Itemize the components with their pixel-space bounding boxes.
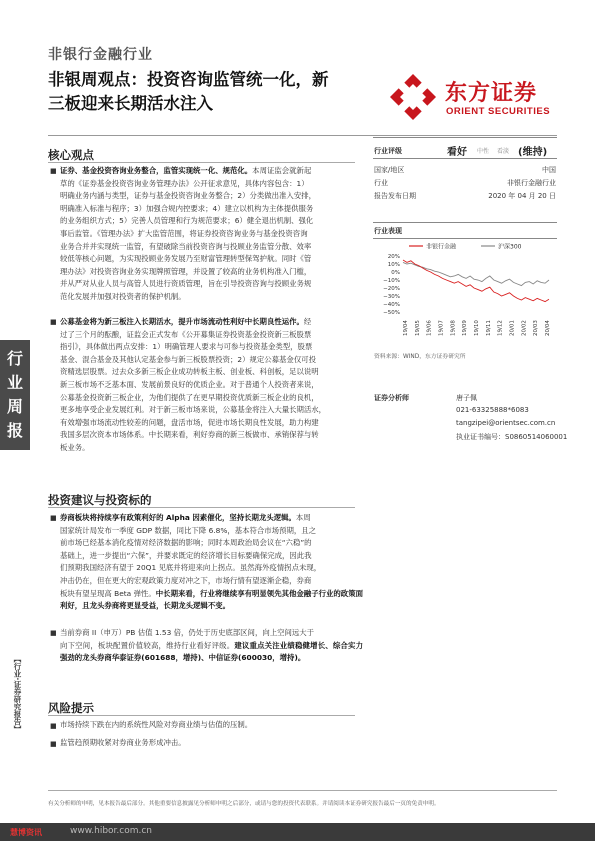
row-date-key: 报告发布日期 [374, 192, 416, 200]
legend-label: 非银行金融 [426, 243, 457, 251]
report-title [48, 68, 368, 116]
core-view-heading: 核心观点 [48, 148, 94, 162]
legend-label: 沪深300 [498, 243, 522, 251]
analyst-email[interactable]: tangzipei@orientsec.com.cn [456, 419, 556, 427]
series-line [403, 260, 549, 302]
vertical-report-label: 【行业·证券研究报告】 [13, 655, 22, 733]
bullet-icon: ■ [50, 629, 57, 637]
y-tick-label: −30% [383, 294, 400, 300]
y-tick-label: −40% [383, 302, 400, 308]
y-tick-label: 20% [387, 254, 400, 260]
investment-paragraph-2: 当前券商 II（申万）PB 估值 1.53 倍，仍处于历史底部区间，向上空间远大于 向下空间，板块配置价值较高，维持行业看好评级。建议重点关注业绩稳健增长、综合实力强劲的龙头券商华泰证券(601688，增持)、中信证券(600030，增持)。 [60, 628, 363, 663]
rating-value: 看好 [447, 147, 467, 158]
analyst-phone: 021-63325888*6083 [456, 406, 529, 414]
investment-paragraph-1: 券商板块将持续享有政策利好的 Alpha 因素催化，坚持长期龙头逻辑。本周 国家统计局发布一季度 GDP 数据，同比下降 6.8%，基本符合市场预期，且之 前市场已经基本消化疫情对经济数据的影响；同时本周政治局会议在“六稳”的 基础上，进一步提出“六保”，并要求既定的经济增长目标要确保完成，因此我 们预期我国经济有望于 20Q1 见底并将迎来向上拐点。虽然海外疫情拐点未现， 冲击仍在，但在更大的宏观政策力度对冲之下，市场行情有望逐渐企稳，券商 板块有望呈现高 Beta 弹性。中长期来看，行业将继续享有明显领先其他金融子行业的政策面利好，且龙头券商将更显受益，长期龙头逻辑不变。 [60, 513, 363, 611]
x-tick-label: 19/12 [497, 320, 504, 336]
x-tick-label: 20/01 [509, 320, 516, 336]
x-tick-label: 19/09 [462, 320, 469, 336]
rating-negative: 看淡 [497, 148, 510, 155]
x-tick-label: 20/04 [545, 320, 551, 336]
logo-english: ORIENT SECURITIES [446, 106, 551, 117]
risk-heading: 风险提示 [48, 701, 94, 715]
x-tick-label: 19/08 [450, 320, 457, 336]
performance-chart [373, 240, 557, 338]
rating-mid-rule [373, 158, 557, 159]
y-tick-label: 0% [391, 270, 400, 276]
core-view-divider [48, 162, 355, 163]
footer-rule [48, 790, 557, 791]
analyst-cert: 执业证书编号：S0860514060001 [456, 433, 568, 441]
core-paragraph-1: 证券、基金投资咨询业务整合，监管实现统一化、规范化。本周证监会就新起 草的《证券基金投资咨询业务管理办法》公开征求意见，具体内容包含：1） 明确业务内涵与类型，证券与基金投资咨询业务整合；2）分类做出准入安排， 明确准入标准与程序；3）加强合规内控要求；4）建立以机构为主体提供服务 的业务组织方式；5）完善人员管理和行为规范要求；6）健全退出机制、强化 事后监管。《管理办法》扩大监管范围，将证券投资咨询业务与基金投资咨询 业务合并并实现统一监管，有望破除当前投资咨询与投顾业务监管分散、效率 较低等核心问题，为实现投顾业务发展乃至财富管理转型保驾护航。同时《管 理办法》对投资咨询业务实现牌照管理，并设置了较高的业务机构准入门槛， 并从严对从业人员与高管人员进行资质管理，旨在引导投资咨询与投顾业务规 范化发展并加强对投资者的保护机制。 [60, 166, 316, 301]
title-line-2: 三板迎来长期活水注入 [48, 94, 213, 113]
logo-chinese: 东方证券 [445, 81, 538, 106]
report-sector: 非银行金融行业 [48, 47, 153, 63]
title-line-1: 非银周观点：投资咨询监管统一化，新 [48, 70, 329, 89]
row-industry-value: 非银行金融行业 [507, 179, 556, 187]
row-region-value: 中国 [542, 166, 556, 174]
x-tick-label: 20/03 [533, 320, 540, 336]
footer-url[interactable]: www.hibor.com.cn [70, 826, 153, 836]
x-tick-label: 19/06 [426, 320, 433, 336]
row-region-key: 国家/地区 [374, 166, 405, 174]
rating-neutral: 中性 [477, 148, 490, 155]
footer-watermark-tag: 慧博资讯 [10, 828, 42, 837]
y-tick-label: −50% [383, 310, 400, 316]
analyst-name: 唐子佩 [456, 394, 477, 402]
investment-divider [48, 507, 355, 508]
x-tick-label: 19/11 [485, 320, 492, 336]
bullet-icon: ■ [50, 722, 57, 730]
report-type-label: 行 业 周 报 [6, 349, 23, 440]
bullet-icon: ■ [50, 514, 57, 522]
risk-item-2: 监管趋预期收紧对券商业务形成冲击。 [60, 738, 186, 747]
risk-divider [48, 715, 355, 716]
y-tick-label: −10% [383, 278, 400, 284]
series-line [403, 262, 549, 285]
bullet-icon: ■ [50, 167, 57, 175]
y-tick-label: 10% [387, 262, 400, 268]
rating-label: 行业评级 [374, 147, 402, 155]
core-p1-lead: 证券、基金投资咨询业务整合，监管实现统一化、规范化。 [60, 166, 253, 175]
x-tick-label: 19/10 [474, 320, 480, 336]
x-tick-label: 19/07 [438, 320, 445, 336]
company-logo-icon [388, 72, 438, 122]
bullet-icon: ■ [50, 740, 57, 748]
x-tick-label: 19/04 [403, 320, 409, 336]
row-date-value: 2020 年 04 月 20 日 [488, 192, 556, 200]
core-paragraph-2: 公募基金将为新三板注入长期活水，提升市场流动性利好中长期良性运作。经 过了三个月的酝酿，证监会正式发布《公开募集证券投资基金投资新三板股票 指引》，具体做出两点安排：1）明确管理人要求与可参与投资基金类型，股票 基金、混合基金及其他认定基金参与新三板股票投资；2）规定公募基金仅可投 资精选层股票。过去众多新三板企业成功转板主板、创业板、科创板，足以说明 新三板市场不乏基本面、发展前景良好的优质企业。对于普通个人投资者来说， 公募基金投资新三板企业，为他们提供了在更早期投资优质新三板企业的良机， 更多地享受企业发展红利。对于新三板市场来说，公募基金将注入大量长期活水， 有效增强市场流动性较差的问题，盘活市场，促进市场长期良性发展，助力构建 我国多层次资本市场体系。中长期来看，利好券商的新三板做市、承销保荐与转 板业务。 [60, 317, 327, 452]
risk-item-1: 市场持续下跌在内的系统性风险对券商业绩与估值的压制。 [60, 720, 253, 729]
core-p2-lead: 公募基金将为新三板注入长期活水，提升市场流动性利好中长期良性运作。 [60, 317, 304, 326]
x-tick-label: 19/05 [414, 320, 421, 336]
footer-disclaimer: 有关分析师的申明，见本报告最后部分。其他重要信息披露见分析师申明之后部分，或请与您的投资代表联系。并请阅读本证券研究报告最后一页的免责申明。 [48, 801, 440, 807]
chart-top-rule [373, 222, 557, 223]
chart-heading: 行业表现 [374, 227, 402, 235]
bullet-icon: ■ [50, 318, 57, 326]
x-tick-label: 20/02 [521, 320, 528, 336]
rating-top-rule [373, 137, 557, 138]
analyst-label: 证券分析师 [374, 394, 409, 402]
rating-maintain: (维持) [518, 147, 548, 158]
row-industry-key: 行业 [374, 179, 388, 187]
investment-heading: 投资建议与投资标的 [48, 493, 152, 507]
y-tick-label: −20% [383, 286, 400, 292]
chart-heading-rule [373, 238, 557, 239]
chart-source: 资料来源：WIND，东方证券研究所 [374, 354, 466, 360]
header-divider [48, 135, 557, 136]
